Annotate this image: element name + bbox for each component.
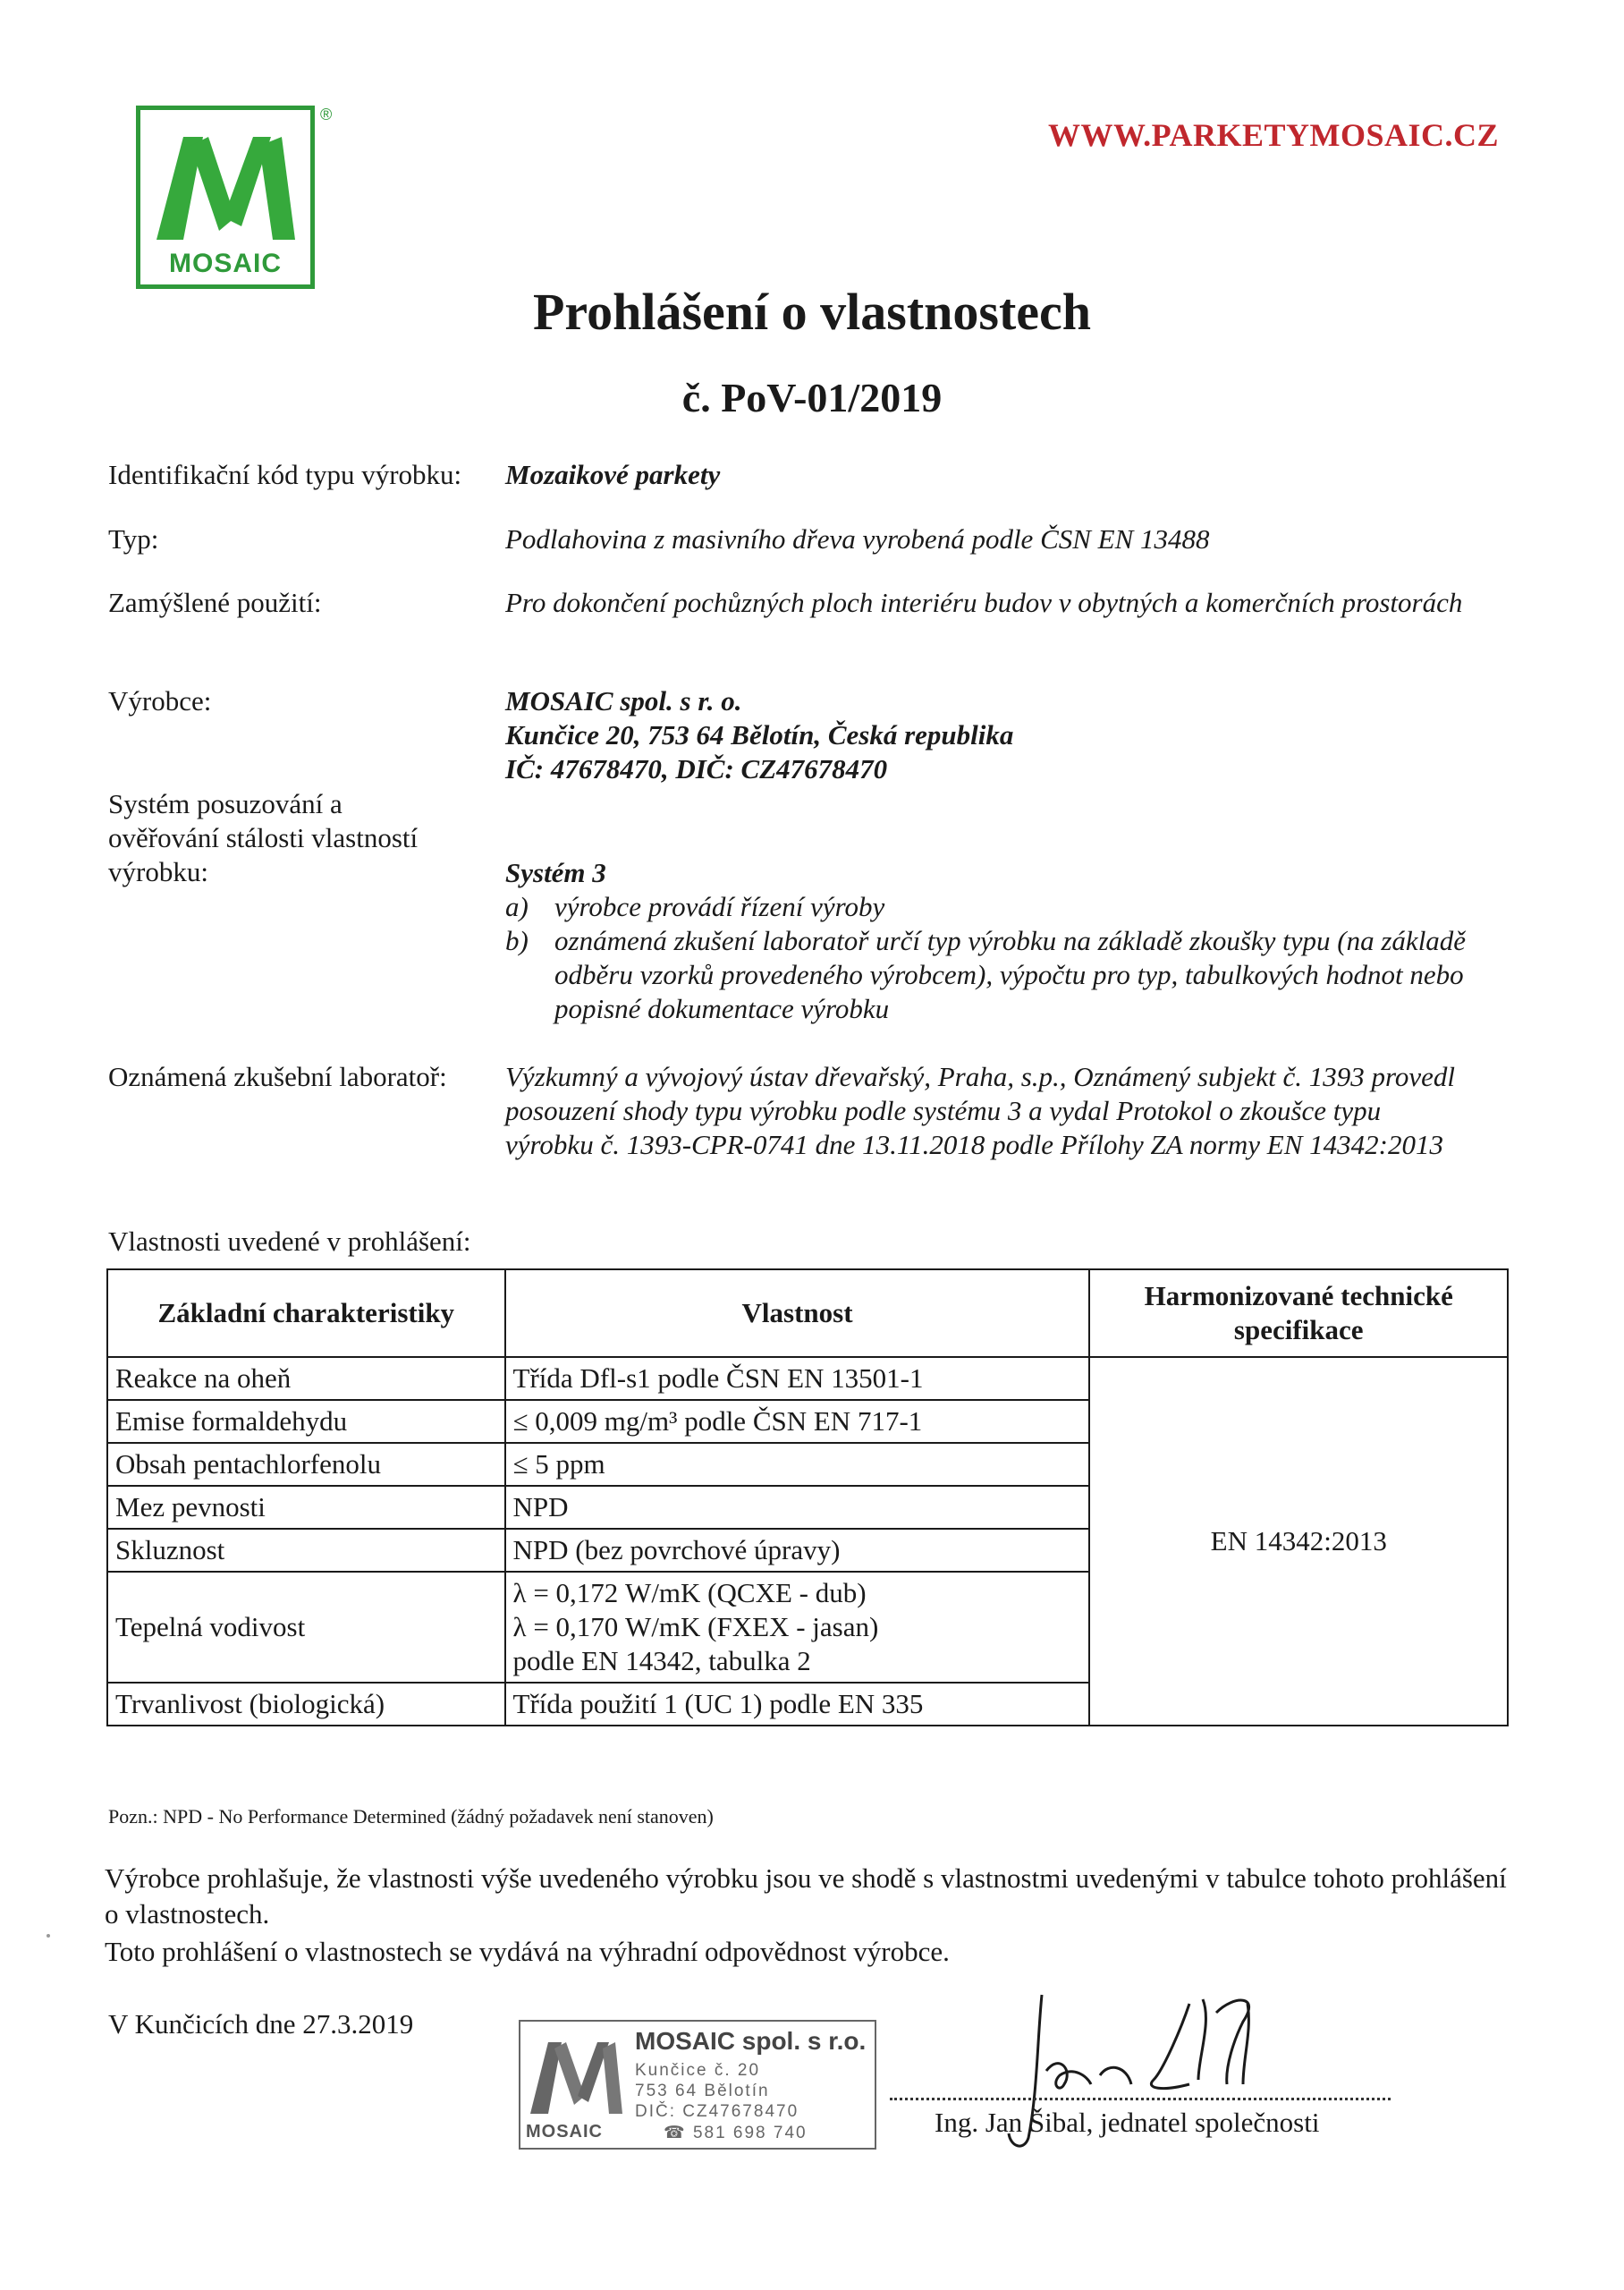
document-number: č. PoV-01/2019 xyxy=(681,375,943,420)
stamp-company-name: MOSAIC spol. s r.o. xyxy=(635,2027,867,2055)
stamp-dic: DIČ: CZ47678470 xyxy=(635,2102,799,2121)
property-line: λ = 0,172 W/mK (QCXE - dub) xyxy=(512,1577,867,1608)
registered-mark: ® xyxy=(320,106,333,123)
row-property: ≤ 0,009 mg/m³ podle ČSN EN 717-1 xyxy=(505,1400,1090,1443)
mosaic-m-icon xyxy=(148,119,304,253)
mosaic-logo xyxy=(136,106,315,289)
row-property: ≤ 5 ppm xyxy=(505,1443,1090,1486)
intended-use-value: Pro dokončení pochůzných ploch interiéru budov v obytných a komerčních prostorách xyxy=(505,587,1463,618)
table-row xyxy=(107,1357,1508,1400)
stamp-address-line: 753 64 Bělotín xyxy=(635,2082,770,2100)
property-line: podle EN 14342, tabulka 2 xyxy=(512,1645,811,1676)
declaration-paragraph-1: Výrobce prohlašuje, že vlastnosti výše uvedeného výrobku jsou ve shodě s vlastnostmi uvedenými v tabulce tohoto prohlášení o vlastnostech. xyxy=(105,1862,1507,1930)
system-label xyxy=(108,787,418,889)
manufacturer-ids: IČ: 47678470, DIČ: CZ47678470 xyxy=(505,753,888,785)
document-title: Prohlášení o vlastnostech xyxy=(532,283,1092,341)
stamp-logo-text: MOSAIC xyxy=(526,2122,603,2142)
type-label: Typ: xyxy=(108,523,159,555)
harmonized-spec-cell: EN 14342:2013 xyxy=(1089,1357,1508,1726)
system-item-text: výrobce provádí řízení výroby xyxy=(554,891,885,922)
manufacturer-label: Výrobce: xyxy=(108,685,212,717)
header-property: Vlastnost xyxy=(505,1269,1090,1357)
row-property xyxy=(505,1572,1090,1683)
signature-line xyxy=(890,2098,1391,2100)
table-note: Pozn.: NPD - No Performance Determined (žádný požadavek není stanoven) xyxy=(108,1805,714,1828)
system-label-line: výrobku: xyxy=(108,856,208,887)
row-characteristic: Reakce na oheň xyxy=(107,1357,505,1400)
scan-speck xyxy=(47,1934,50,1938)
row-characteristic: Skluznost xyxy=(107,1529,505,1572)
row-characteristic: Obsah pentachlorfenolu xyxy=(107,1443,505,1486)
row-property: NPD xyxy=(505,1486,1090,1529)
system-item-text: oznámená zkušení laboratoř určí typ výrobku na základě zkoušky typu (na základě odběru vzorků provedeného výrobcem), výpočtu pro typ, tabulkových hodnot nebo popisné dokumentace výrobku xyxy=(554,925,1467,1024)
header-specification: Harmonizované technické specifikace xyxy=(1089,1269,1508,1357)
stamp-m-icon xyxy=(526,2029,624,2118)
system-label-line: ověřování stálosti vlastností xyxy=(108,822,419,853)
row-characteristic: Mez pevnosti xyxy=(107,1486,505,1529)
system-label-line: Systém posuzování a xyxy=(108,788,343,819)
lab-label: Oznámená zkušební laboratoř: xyxy=(108,1061,447,1092)
type-value: Podlahovina z masivního dřeva vyrobená podle ČSN EN 13488 xyxy=(505,523,1210,555)
intended-use-label: Zamýšlené použití: xyxy=(108,587,322,618)
logo-text: MOSAIC xyxy=(169,249,282,278)
signer-name: Ing. Jan Šibal, jednatel společnosti xyxy=(935,2107,1320,2138)
row-property: Třída použití 1 (UC 1) podle EN 335 xyxy=(505,1683,1090,1726)
manufacturer-value xyxy=(505,684,1516,786)
row-characteristic: Tepelná vodivost xyxy=(107,1572,505,1683)
table-header-row xyxy=(107,1269,1508,1357)
manufacturer-address: Kunčice 20, 753 64 Bělotín, Česká republika xyxy=(505,719,1014,751)
properties-table xyxy=(106,1268,1509,1726)
website-url[interactable]: WWW.PARKETYMOSAIC.CZ xyxy=(1047,117,1499,153)
row-property: NPD (bez povrchové úpravy) xyxy=(505,1529,1090,1572)
row-characteristic: Emise formaldehydu xyxy=(107,1400,505,1443)
company-stamp xyxy=(519,2020,876,2150)
lab-value: Výzkumný a vývojový ústav dřevařský, Praha, s.p., Oznámený subjekt č. 1393 provedl posouzení shody typu výrobku podle systému 3 a vydal Protokol o zkoušce typu výrobku č. 1393-CPR-0741 dne 13.11.2018 podle Přílohy ZA normy EN 14342:2013 xyxy=(505,1061,1456,1160)
header-characteristics: Základní charakteristiky xyxy=(107,1269,505,1357)
manufacturer-name: MOSAIC spol. s r. o. xyxy=(505,685,742,717)
list-marker: b) xyxy=(505,925,529,956)
property-line: λ = 0,170 W/mK (FXEX - jasan) xyxy=(512,1611,879,1642)
stamp-address-line: Kunčice č. 20 xyxy=(635,2061,761,2080)
system-value xyxy=(505,856,1516,1026)
declaration-paragraph-2: Toto prohlášení o vlastnostech se vydává na výhradní odpovědnost výrobce. xyxy=(105,1936,950,1967)
system-title: Systém 3 xyxy=(505,857,606,888)
row-property: Třída Dfl-s1 podle ČSN EN 13501-1 xyxy=(505,1357,1090,1400)
system-item-b xyxy=(505,924,1516,1026)
properties-caption: Vlastnosti uvedené v prohlášení: xyxy=(108,1226,471,1257)
list-marker: a) xyxy=(505,891,529,922)
id-code-label: Identifikační kód typu výrobku: xyxy=(108,459,462,490)
system-item-a xyxy=(505,890,1516,924)
place-and-date: V Kunčicích dne 27.3.2019 xyxy=(108,2008,414,2040)
stamp-phone: ☎ 581 698 740 xyxy=(664,2124,808,2142)
row-characteristic: Trvanlivost (biologická) xyxy=(107,1683,505,1726)
id-code-value: Mozaikové parkety xyxy=(505,459,721,490)
